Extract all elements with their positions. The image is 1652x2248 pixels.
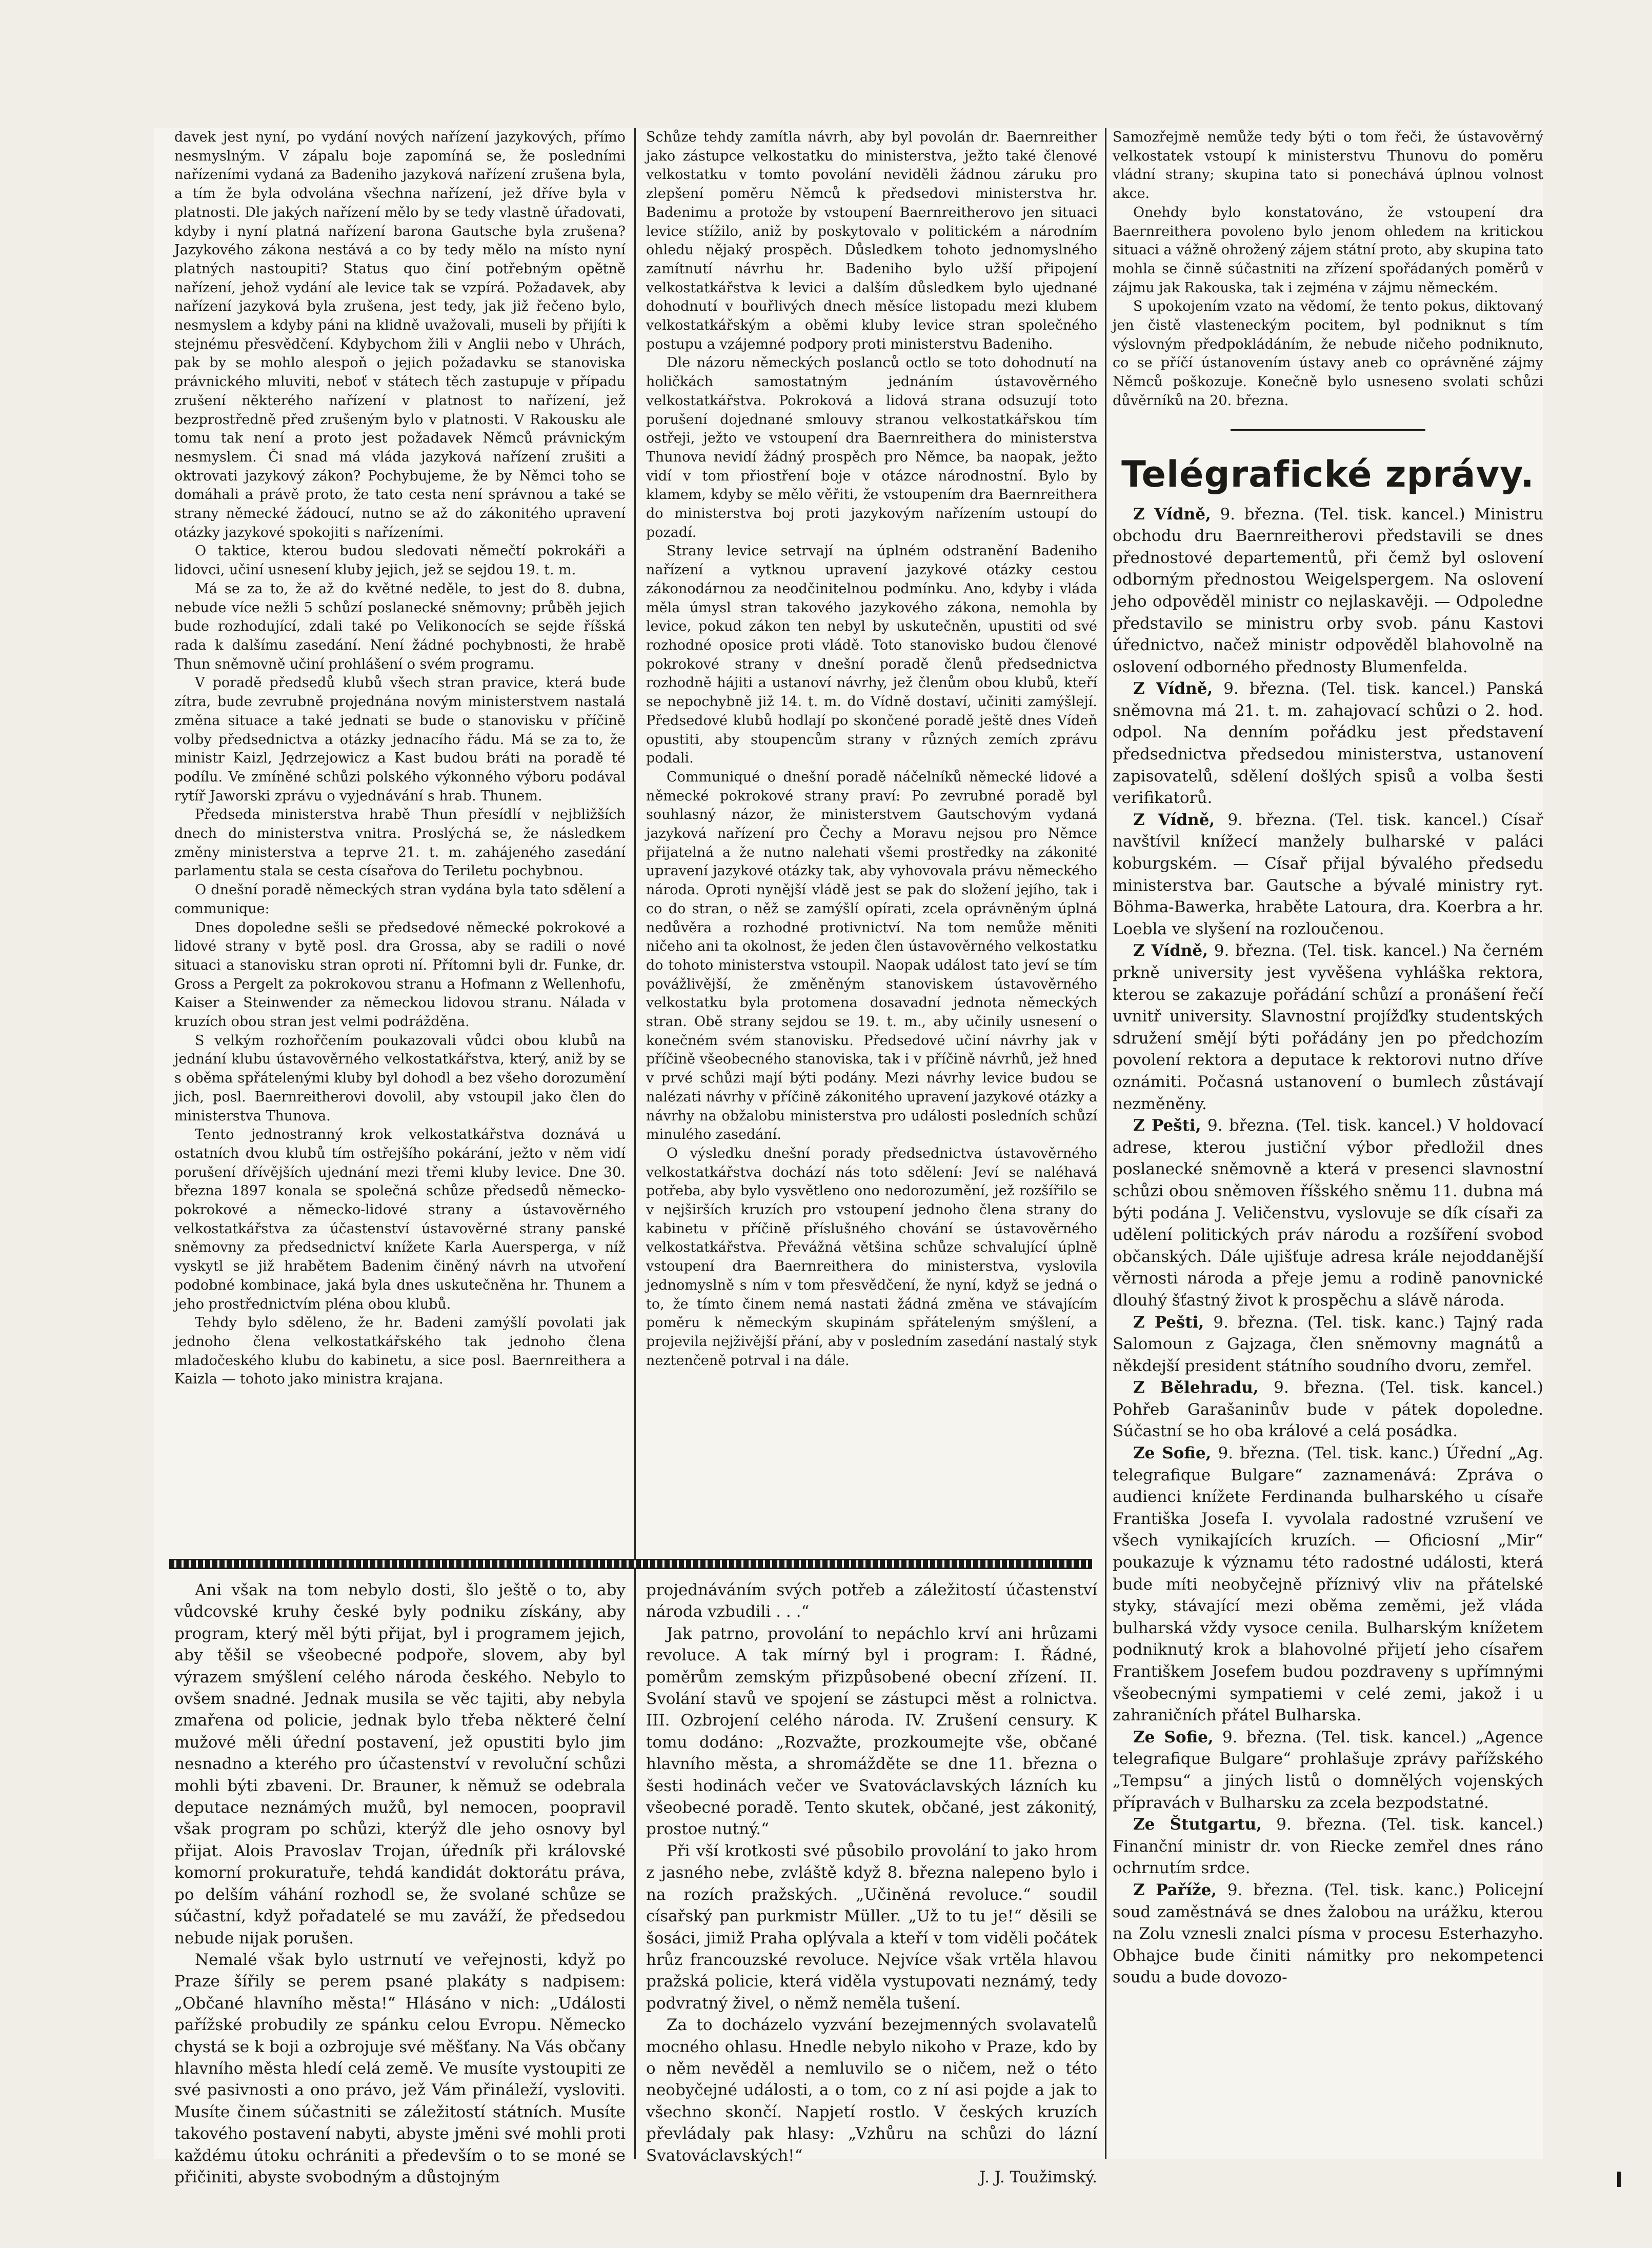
author-signature: J. J. Toužimský. [979,2167,1097,2186]
telegram-dateline: Z Vídně, [1133,941,1208,960]
telegram-dateline: Z Paříže, [1133,1880,1217,1899]
telegram-item [1113,809,1543,940]
paragraph: Strany levice setrvají na úplném odstranění Badeniho nařízení a vytknou upravení jazykové otázky cestou zákonodárnou za neodčinitelnou podmínku. Ano, kdyby i vláda měla úmysl stran takového jazykového zákona, nemohla by levice, pokud zákon ten nebyl by uskutečněn, upustiti od své rozhodné oposice proti vládě. Toto stanovisko budou členové pokrokové strany v dnešní poradě členů předsednictva rozhodně hájiti a ustanoví návrhy, jež členům obou klubů, kteří se nepochybně již 14. t. m. do Vídně dostaví, učiniti zamýšlejí. Předsedové klubů hodlají po skončené poradě ještě dnes Vídeň opustiti, aby stoupencům strany v různých zemích zprávu podali. [646,543,1097,767]
paragraph: Při vší krotkosti své působilo provolání to jako hrom z jasného nebe, zvláště když 8. března nalepeno bylo i na rozích pražských. „Učiněná revoluce.“ soudil císařský pan purkmistr Müller. „Už to tu je!“ děsili se šosáci, jimiž Praha oplývala a kteří v tom viděli počátek hrůz francouzské revoluce. Nejvíce však vrtěla hlavou pražská policie, která viděla vystupovati neznámý, tedy podvratný živel, o němž neměla tušení. [646,1841,1097,2013]
telegram-item [1113,1377,1543,1442]
telegram-item [1113,1814,1543,1879]
telegram-text: 9. března. (Tel. tisk. kancel.) Panská sněmovna má 21. t. m. zahajovací schůzi o 2. hod. odpol. Na denním pořádku jest představení předsednictva předsedou ministerstva, ustanovení zapisovatelů, sdělení došlých spisů a volba šesti verifikatorů. [1113,679,1544,808]
feuilleton-column-1 [174,1579,626,2188]
telegram-item [1113,504,1543,678]
telegram-dateline: Ze Sofie, [1133,1728,1214,1747]
column-3 [1113,128,1543,1989]
paragraph: Předseda ministerstva hrabě Thun přesídlí v nejbližších dnech do ministerstva vnitra. Proslýchá se, že následkem změny ministerstva a teprve 21. t. m. zahájeného zasedání parlamentu stala se cesta císařova do Teriletu pochybnou. [174,807,626,879]
telegram-item [1113,1115,1543,1311]
telegram-dateline: Z Vídně, [1133,505,1211,524]
paragraph: projednáváním svých potřeb a záležitostí účastenství národa vzbudili . . .“ [646,1581,1097,1621]
telegram-item [1113,1727,1543,1814]
telegram-item [1113,1442,1543,1727]
paragraph: Ani však na tom nebylo dosti, šlo ještě o to, aby vůdcovské kruhy české byly podniku získány, aby program, který měl býti přijat, byl i programem jejich, aby těšil se všeobecné podpoře, slovem, aby byl výrazem smýšlení celého národa českého. Nebylo to ovšem snadné. Jednak musila se věc tajiti, aby nebyla zmařena od policie, jednak bylo třeba některé čelní mužové měli úřední postavení, jež opustiti bylo jim nesnadno a kterého pro účastenství v revoluční schůzi mohli býti zbaveni. Dr. Brauner, k němuž se odebrala deputace neznámých mužů, byl nemocen, poopravil však program po schůzi, kterýž dle jeho osnovy byl přijat. Alois Pravoslav Trojan, úředník při královské komorní prokuratuře, tehdá kandidát doktorátu práva, po delším váhání rozhodl se, že svolané schůze se súčastní, když pořadatelé se mu zaváží, že předsedou nebude nijak porušen. [174,1581,626,1948]
telegram-item [1113,1312,1543,1377]
telegram-text: 9. března. (Tel. tisk. kancel.) Ministru obchodu dru Baernreitherovi představili se dnes přednostové departementů, při čemž byl oslovení odborným přednostou Weigelspergem. Na oslovení jeho odpověděl ministr co nejlaskavěji. — Odpoledne představilo se ministru orby svob. pánu Kastovi úřednictvo, načež ministr odpověděl blahovolně na oslovení odborného přednosty Blumenfelda. [1113,505,1543,676]
page-edge-mark [1617,2172,1621,2187]
paragraph: O výsledku dnešní porady předsednictva ústavověrného velkostatkářstva dochází nás toto sdělení: Jeví se naléhavá potřeba, aby bylo vysvětleno ono nedorozumění, jež rozšířilo se v nejširších kruzích pro vstoupení jednoho člena strany do kabinetu v příčině příslušného chování se ústavověrného velkostatkářstva. Převážná většina schůze schvalující úplně vstoupení dra Baernreithera do ministerstva, vyslovila jednomyslně s ním v tom přesvědčení, že nyní, když se jedná o to, že tímto činem nemá nastati žádná změna ve stávajícím poměru k německým skupinám spřáteleným smýšlení, a projevila nejživější přání, aby v posledním zasedání nastalý styk neztenčeně potrval i na dále. [646,1145,1097,1369]
telegram-text: 9. března. (Tel. tisk. kancel.) Pohřeb Garašaninův bude v pátek dopoledne. Súčastní se ho oba králové a celá posádka. [1113,1378,1543,1441]
telegram-text: 9. března. (Tel. tisk. kancel.) Finanční ministr dr. von Riecke zemřel dnes ráno ochrnutím srdce. [1113,1815,1543,1878]
feuilleton-column-2 [646,1579,1097,2188]
telegram-text: 9. března. (Tel. tisk. kancel.) V holdovací adrese, kterou justiční výbor předložil dnes poslanecké sněmovně a která v presenci slavnostní schůzi obou sněmoven říšského sněmu 11. dubna má býti podána J. Veličenstvu, vyslovuje se dík císaři za udělení politických práv národu a rozšíření svobod občanských. Dále ujišťuje adresa krále nejoddanější věrnosti národa a přeje jemu a rodině panovnické dlouhý šťastný život k prospěchu a slávě národa. [1113,1116,1543,1310]
telegram-item [1113,678,1543,809]
paragraph: S velkým rozhořčením poukazovali vůdci obou klubů na jednání klubu ústavověrného velkostatkářstva, který, aniž by se s oběma spřátelenými kluby byl dohodl a bez všeho dorozumění jich, posl. Baernreitherovi dovolil, aby vstoupil jako člen do ministerstva Thunova. [174,1032,626,1124]
paragraph: V poradě předsedů klubů všech stran pravice, která bude zítra, bude zevrubně projednána novým ministerstvem nastalá změna situace a také jednati se bude o stanovisku v příčině volby předsednictva a otázky jednacího řádu. Má se za to, že ministr Kaizl, Jędrzejowicz a Kast budou bráti na poradě té podílu. Ve zmíněné schůzi polského výkonného výboru podával rytíř Jaworski zprávu o vyjednávání s hrab. Thunem. [174,675,626,804]
paragraph: O dnešní poradě německých stran vydána byla tato sdělení a communique: [174,882,626,917]
paragraph: Dnes dopoledne sešli se předsedové německé pokrokové a lidové strany v bytě posl. dra Grossa, aby se radili o nové situaci a stanovisku stran oproti ní. Přítomni byli dr. Funke, dr. Gross a Pergelt za pokrokovou stranu a Hofmann z Wellenhofu, Kaiser a Steinwender za německou lidovou stranu. Nálada v kruzích obou stran jest velmi podrážděna. [174,919,626,1030]
telegram-dateline: Z Vídně, [1133,810,1215,829]
paragraph: O taktice, kterou budou sledovati němečtí pokrokáři a lidovci, učiní usnesení kluby jejich, jež se sejdou 19. t. m. [174,543,626,578]
paragraph: Communiqué o dnešní poradě náčelníků německé lidové a německé pokrokové strany praví: Po zevrubné poradě byl souhlasný názor, že ministerstvem Gautschovým vydaná jazyková nařízení pro Čechy a Moravu nejsou pro Němce přijatelná a že nutno nalehati všemi prostředky na zákonité upravení jazykové otázky tak, aby vyhovovala právu německého národa. Oproti nynější vládě jest se pak do složení jejího, tak i co do stran, o něž se zamýšlí opírati, zcela oprávněným úplná nedůvěra a rozhodné protivnictví. Na tom nemůže měniti ničeho ani ta okolnost, že jeden člen ústavověrného velkostatku do tohoto ministerstva vstoupil. Naopak událost tato jeví se tím povážlivější, že změněným stanoviskem ústavověrného velkostatku byla protomena dosavadní jednota německých stran. Obě strany sejdou se 19. t. m., aby učinily usnesení o konečném svém stanovisku. Předsedové učiní návrhy jak v příčině všeobecného stanoviska, tak i v příčině návrhů, jež hned v prvé schůzi mají býti podány. Mezi návrhy levice budou se nalézati návrhy v příčině zákonitého upravení jazykové otázky a návrhy na obžalobu ministerstva pro události posledních schůzí minulého zasedání. [646,769,1097,1143]
paragraph: Onehdy bylo konstatováno, že vstoupení dra Baernreithera povoleno bylo jenom ohledem na kritickou situaci a vážně ohrožený zájem státní proto, aby skupina tato mohla se činně súčastniti na zřízení spořádaných poměrů v zájmu jak Rakouska, tak i zejména v zájmu německém. [1113,204,1543,296]
section-divider [1231,429,1425,431]
column-2 [646,128,1097,1370]
telegram-dateline: Ze Sofie, [1133,1444,1212,1463]
telegram-dateline: Ze Štutgartu, [1133,1815,1262,1834]
feuilleton-divider [169,1559,1092,1569]
paragraph: Za to docházelo vyzvání bezejmenných svolavatelů mocného ohlasu. Hnedle nebylo nikoho v Praze, kdo by o něm nevěděl a nemluvilo se o ničem, než o této neobyčejné události, a o tom, co z ní asi pojde a jak to všechno skončí. Napjetí rostlo. V českých kruzích převládaly pak hlasy: „Vzhůru na schůzi do lázní Svatováclavských!“ [646,2016,1097,2165]
telegram-text: 9. března. (Tel. tisk. kancel.) Císař navštívil knížecí manžely bulharské v paláci koburgském. — Císař přijal bývalého předsedu ministerstva bar. Gautsche a bývalé ministry ryt. Böhma-Bawerka, hraběte Latoura, dra. Koerbra a hr. Loebla ve slyšení na rozloučenou. [1113,810,1543,938]
telegram-dateline: Z Pešti, [1133,1116,1201,1135]
paragraph: Tento jednostranný krok velkostatkářstva doznává u ostatních dvou klubů tím ostřejšího pokárání, ježto v něm vidí porušení dřívějších ujednání mezi třemi kluby levice. Dne 30. března 1897 konala se společná schůze předsedů německo-pokrokové a německo-lidové strany a ústavověrného velkostatkářstva za účastenství ústavověrné strany panské sněmovny za předsednictví knížete Karla Auersperga, v níž vyskytl se již hrabětem Badenim činěný návrh na utvoření podobné kombinace, jaká byla dnes uskutečněna hr. Thunem a jeho prostřednictvím pléna obou klubů. [174,1127,626,1312]
telegram-dateline: Z Vídně, [1133,679,1213,698]
paragraph: Nemalé však bylo ustrnutí ve veřejnosti, když po Praze šířily se perem psané plakáty s nadpisem: „Občané hlavního města!“ Hlásáno v nich: „Události pařížské probudily ze spánku celou Evropu. Německo chystá se k boji a ozbrojuje své měšťany. Na Vás občany hlavního města hledí celá země. Ve musíte vystoupiti ze své pasivnosti a ono právo, jež Vám přináleží, vysloviti. Musíte činem súčastniti se záležitostí státních. Musíte takového postavení nabyti, abyste jměni své mohli proti každému útoku ochrániti a především o to se moné se přičiniti, abyste svobodným a důstojným [174,1950,626,2186]
newspaper-page [154,128,1544,2186]
paragraph: Má se za to, že až do květné neděle, to jest do 8. dubna, nebude více nežli 5 schůzí poslanecké sněmovny; průběh jejich bude rozhodující, zdali také po Velikonocích se sejde říšská rada k dalšímu zasedání. Není žádné pochybnosti, že hrabě Thun sněmovně učiní prohlášení o svém programu. [174,580,626,672]
paragraph: Schůze tehdy zamítla návrh, aby byl povolán dr. Baernreither jako zástupce velkostatku do ministerstva, ježto také členové velkostatku v tomto povolání neviděli žádnou záruku pro zlepšení poměru Němců k předsedovi ministerstva hr. Badenimu a protože by vstoupení Baernreitherovo jen situaci levice stížilo, aniž by poskytovalo v politickém a národním ohledu nějaký prospěch. Důsledkem tohoto jednomyslného zamítnutí návrhu hr. Badeniho bylo užší připojení velkostatkářstva k levici a dalším důsledkem bylo ujednané dohodnutí v bouřlivých dnech měsíce listopadu mezi klubem velkostatkářským a oběmi kluby levice stran společného postupu a vzájemné podpory proti ministerstvu Badeniho. [646,129,1097,352]
telegram-list [1113,504,1543,1989]
telegram-text: 9. března. (Tel. tisk. kanc.) Policejní soud zaměstnává se dnes žalobou na urážku, kterou na Zolu vznesli znalci písma v procesu Esterhazyho. Obhajce bude činiti námitky pro nekompetenci soudu a bude dovozo- [1113,1880,1544,1987]
paragraph: Dle názoru německých poslanců octlo se toto dohodnutí na holičkách samostatným jednáním ústavověrného velkostatkářstva. Pokroková a lidová strana odsuzují toto porušení dojednané smlouvy stranou velkostatkářskou tím ostřeji, ježto ve vstoupení dra Baernreithera do ministerstva Thunova nevidí žádný prospěch pro Němce, ba naopak, ježto vidí v tom přiostření boje v otázce národnostní. Bylo by klamem, kdyby se mělo věřiti, že vstoupením dra Baernreithera do ministerstva boj proti jazykovým nařízením ustoupí do pozadí. [646,355,1097,540]
telegram-item [1113,940,1543,1115]
telegram-text: 9. března. (Tel. tisk. kanc.) Úřední „Ag. telegrafique Bulgare“ zaznamenává: Zpráva o audienci knížete Ferdinanda bulharského u císaře Františka Josefa I. vyvolala radostné vzrušení ve všech vynikajících kruzích. — Oficiosní „Mir“ poukazuje k významu této radostné události, která bude míti neobyčejně příznivý vliv na přátelské styky, stávající mezi oběma zeměmi, jež vláda bulharská vždy vysoce cenila. Bulharským knížetem podniknutý krok a blahovolné přijetí jeho císařem Františkem Josefem budou pozdraveny s upřímnými všeobecnými sympatiemi v celé zemi, jakož i u zahraničních přátel Bulharska. [1113,1444,1544,1725]
paragraph: Tehdy bylo sděleno, že hr. Badeni zamýšlí povolati jak jednoho člena velkostatkářského tak jednoho člena mladočeského klubu do kabinetu, a sice posl. Baernreithera a Kaizla — tohoto jako ministra krajana. [174,1315,626,1388]
telegram-text: 9. března. (Tel. tisk. kanc.) Tajný rada Salomoun z Gajzaga, člen sněmovny magnátů a někdejší president státního soudního dvoru, zemřel. [1113,1313,1543,1375]
telegram-item [1113,1879,1543,1989]
telegram-text: 9. března. (Tel. tisk. kancel.) „Agence telegrafique Bulgare“ prohlašuje zprávy pařížského „Tempsu“ a jiných listů o domnělých vojenských přípravách v Bulharsku za zcela bezpodstatné. [1113,1728,1544,1812]
paragraph: Samozřejmě nemůže tedy býti o tom řeči, že ústavověrný velkostatek vstoupí k ministerstvu Thunovu do poměru vládní strany; skupina tato si ponechává úplnou volnost akce. [1113,129,1543,202]
telegram-dateline: Z Pešti, [1133,1313,1204,1332]
section-title: Telégrafické zprávy. [1121,453,1535,495]
telegram-dateline: Z Bělehradu, [1133,1378,1259,1397]
paragraph: davek jest nyní, po vydání nových nařízení jazykových, přímo nesmyslným. V zápalu boje zapomíná se, že posledními nařízeními vydaná za Badeniho jazyková nařízení zrušena byla, a tím že byla odvolána všechna nařízení, jež dříve byla v platnosti. Dle jakých nařízení mělo by se tedy vlastně úřadovati, kdyby i nyní platná nařízení barona Gautsche byla zrušena? Jazykového zákona nestává a co by tedy mělo na místo nyní platných nastoupiti? Status quo činí potřebným opětně nařízení, jehož vydání ale levice tak se vzpírá. Požadavek, aby nařízení jazyková byla zrušena, jest tedy, jak již řečeno bylo, nesmyslem a kdyby páni na klidně uvažovali, museli by přijíti k stejnému přesvědčení. Kdybychom žili v Anglii nebo v Uhrách, pak by se mohlo alespoň o jejich požadavku se stanoviska právnického mluviti, neboť v státech těch zastupuje v případu zrušení některého nařízení v platnost to nařízení, jež bezprostředně před zrušeným bylo v platnosti. V Rakousku ale tomu tak není a proto jest požadavek Němců právnickým nesmyslem. Či snad má vláda jazyková nařízení zrušiti a oktrovati jazykový zákon? Pochybujeme, že by Němci toho se domáhali a právě proto, že tato cesta není správnou a také se strany německé žádoucí, nutno se až do zákonitého upravení otázky jazykové spokojiti s nařízeními. [174,129,626,540]
paragraph: Jak patrno, provolání to nepáchlo krví ani hrůzami revoluce. A tak mírný byl i program: I. Řádné, poměrům zemským přizpůsobené obecní zřízení. II. Svolání stavů ve spojení se zástupci měst a rolnictva. III. Ozbrojení celého národa. IV. Zrušení censury. K tomu dodáno: „Rozvažte, prozkoumejte vše, občané hlavního města, a shromážděte se dne 11. března o šesti hodinách večer ve Svatováclavských lázních ku všeobecné poradě. Tento skutek, občané, jest zákonitý, prostoe nutný.“ [646,1624,1097,1839]
paragraph: S upokojením vzato na vědomí, že tento pokus, diktovaný jen čistě vlasteneckým pocitem, byl podniknut s tím výslovným předpokládáním, že nebude ničeho podniknuto, co se příčí ústanovením ústavy aneb co oprávněné zájmy Němců poškozuje. Konečně bylo usneseno svolati schůzi důvěrníků na 20. března. [1113,298,1543,409]
column-divider [1105,128,1106,2159]
telegram-text: 9. března. (Tel. tisk. kancel.) Na černém prkně university jest vyvěšena vyhláška rektora, kterou se zakazuje pořádání schůzí a pronášení řečí uvnitř university. Slavnostní projížďky studentských sdružení smějí býti pořádány jen po předchozím povolení rektora a deputace k rektorovi nutno dříve oznámiti. Počasná ustanovení o bumlech zůstávají nezměněny. [1113,941,1543,1113]
column-1 [174,128,626,1389]
column-divider [634,128,636,2159]
